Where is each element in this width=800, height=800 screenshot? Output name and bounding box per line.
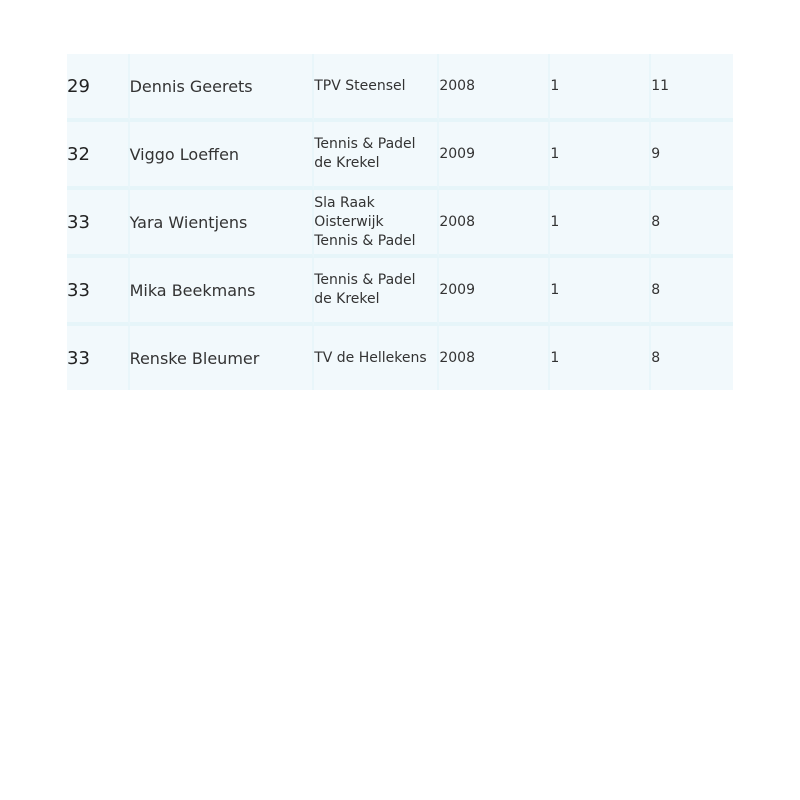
club-line: de Krekel xyxy=(314,155,380,171)
ranking-table-body xyxy=(67,54,733,390)
player-name-cell: Renske Bleumer xyxy=(130,326,315,390)
value-b-cell: 8 xyxy=(651,326,733,390)
table-row xyxy=(67,122,733,190)
club-line: Sla Raak xyxy=(314,194,375,211)
club-line: TV de Hellekens xyxy=(314,349,427,366)
club-cell xyxy=(314,54,439,122)
value-a-cell: 1 xyxy=(550,326,651,390)
rank-cell: 33 xyxy=(67,258,130,326)
club-cell xyxy=(314,122,439,190)
table-row xyxy=(67,190,733,258)
player-name-cell: Mika Beekmans xyxy=(130,258,315,326)
rank-cell: 32 xyxy=(67,122,130,190)
player-name-cell: Yara Wientjens xyxy=(130,190,315,258)
year-cell: 2008 xyxy=(439,190,550,258)
player-name-cell: Viggo Loeffen xyxy=(130,122,315,190)
rank-cell: 29 xyxy=(67,54,130,122)
table-row xyxy=(67,54,733,122)
value-b-cell: 8 xyxy=(651,190,733,258)
club-line: Tennis & Padel xyxy=(314,272,416,288)
year-cell: 2008 xyxy=(439,54,550,122)
value-a-cell: 1 xyxy=(550,190,651,258)
club-cell xyxy=(314,326,439,390)
rank-cell: 33 xyxy=(67,190,130,258)
club-line: de Krekel xyxy=(314,291,380,307)
table-row xyxy=(67,326,733,390)
year-cell: 2008 xyxy=(439,326,550,390)
rank-cell: 33 xyxy=(67,326,130,390)
club-cell xyxy=(314,258,439,326)
club-line: Tennis & Padel xyxy=(314,232,416,249)
club-line: Tennis & Padel xyxy=(314,136,416,152)
value-b-cell: 9 xyxy=(651,122,733,190)
value-b-cell: 8 xyxy=(651,258,733,326)
club-line: Oisterwijk xyxy=(314,213,384,230)
club-line: TPV Steensel xyxy=(314,77,406,94)
value-a-cell: 1 xyxy=(550,122,651,190)
table-row xyxy=(67,258,733,326)
value-b-cell: 11 xyxy=(651,54,733,122)
value-a-cell: 1 xyxy=(550,54,651,122)
player-name-cell: Dennis Geerets xyxy=(130,54,315,122)
club-cell xyxy=(314,190,439,258)
value-a-cell: 1 xyxy=(550,258,651,326)
ranking-table xyxy=(67,54,733,390)
year-cell: 2009 xyxy=(439,258,550,326)
year-cell: 2009 xyxy=(439,122,550,190)
